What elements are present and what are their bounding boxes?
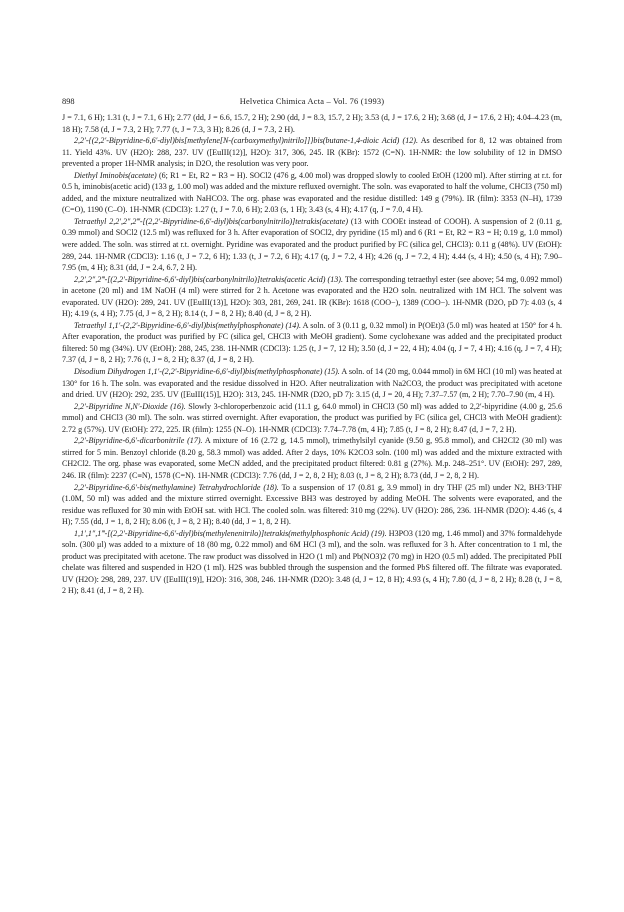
paragraph-text: A mixture of 16 (2.72 g, 14.5 mmol), trimethylsilyl cyanide (9.50 g, 95.8 mmol), and CH2Cl2 (30 ml) was stirred for 5 min. Benzoyl chloride (8.20 g, 58.3 mmol) was added. After 2 days, 10% K2CO3 soln. (100 ml) was added and the mixture extracted with CH2Cl2. The org. phase was evaporated, some MeCN added, and the precipitated product filtered: 0.81 g (27%). M.p. 248–251°. UV (EtOH): 297, 289, 246. IR (film): 2237 (C≡N), 1578 (C=N). 1H-NMR (CDCl3): 7.76 (dd, J = 2, 8, 2 H); 8.03 (t, J = 8, 2 H); 8.73 (dd, J = 2, 8, 2 H). — [62, 436, 562, 480]
paragraph — [62, 170, 562, 216]
journal-title: Helvetica Chimica Acta – Vol. 76 (1993) — [239, 97, 385, 106]
paragraph-text: As described for 8, 12 was obtained from 11. Yield 43%. UV (H2O): 288, 237. UV ([EuIII(12)], H2O): 317, 306, 245. IR (KBr): 1572 (C=N). 1H-NMR: the low solubility of 12 in DMSO prevented a proper 1H-NMR analysis; in D2O, the resolution was very poor. — [62, 136, 562, 169]
paragraph — [62, 528, 562, 597]
paragraph — [62, 112, 562, 135]
compound-title: 2,2′-Bipyridine-6,6′-bis(methylamine) Tetrahydrochloride (18). — [74, 482, 279, 492]
page — [62, 96, 562, 597]
compound-title: Diethyl Iminobis(acetate) — [74, 170, 157, 180]
paragraph-text: Slowly 3-chloroperbenzoic acid (11.1 g, 64.0 mmol) in CHCl3 (50 ml) was added to 2,2′-bipyridine (4.00 g, 25.6 mmol) and CHCl3 (30 ml). The soln. was stirred overnight. After evaporation, the product was purified by FC (silica gel, CHCl3 with MeOH gradient): 2.72 g (57%). UV (EtOH): 272, 225. IR (film): 1255 (N–O). 1H-NMR (CDCl3): 7.74–7.78 (m, 4 H); 7.85 (t, J = 8, 2 H); 8.47 (d, J = 7, 2 H). — [62, 401, 562, 434]
compound-title: 2,2′-Bipyridine N,N′-Dioxide (16). — [74, 401, 186, 411]
paragraph-text: H3PO3 (120 mg, 1.46 mmol) and 37% formaldehyde soln. (300 μl) was added to a mixture of 18 (80 mg, 0.22 mmol) and 6M HCl (3 ml), and the soln. was refluxed for 3 h. After concentration to 1 ml, the product was precipitated with acetone. The raw product was dissolved in H2O (1 ml) and Pb(NO3)2 (70 mg) in H2O (0.5 ml) added. The precipitated PbII chelate was filtered and suspended in H2O (1 ml). H2S was bubbled through the suspension and the formed PbS filtered off. The filtrate was evaporated. UV (H2O): 298, 289, 237. UV ([EuIII(19)], H2O): 316, 308, 246. 1H-NMR (D2O): 3.48 (d, J = 12, 8 H); 4.93 (s, 4 H); 7.80 (d, J = 8, 2 H); 8.28 (t, J = 8, 2 H); 8.41 (d, J = 8, 2 H). — [62, 528, 562, 596]
paragraph — [62, 135, 562, 170]
compound-title: 1,1′,1″,1‴-[(2,2′-Bipyridine-6,6′-diyl)bis(methylenenitrilo)]tetrakis(methylphosphonic Acid) (19). — [74, 528, 387, 538]
paragraph-text: J = 7.1, 6 H); 1.31 (t, J = 7.1, 6 H); 2.77 (dd, J = 6.6, 15.7, 2 H); 2.90 (dd, J = 8.3, 15.7, 2 H); 3.53 (d, J = 17.6, 2 H); 3.68 (d, J = 17.6, 2 H); 4.04–4.23 (m, 18 H); 7.58 (d, J = 7.3, 2 H); 7.77 (t, J = 7.3, 3 H); 8.26 (d, J = 7.3, 2 H). — [62, 113, 562, 134]
paragraph-text: (13 with COOEt instead of COOH). A suspension of 2 (0.11 g, 0.39 mmol) and SOCl2 (12.5 ml) was refluxed for 3 h. After evaporation of SOCl2, dry pyridine (15 ml) and 6 (R1 = Et, R2 = R3 = H; 0.19 g, 1.0 mmol) were added. The soln. was stirred at r.t. overnight. Pyridine was evaporated and the product purified by FC (silica gel, CHCl3): 0.11 g (48%). UV (EtOH): 289, 244. 1H-NMR (CDCl3): 1.16 (t, J = 7.2, 6 H); 1.33 (t, J = 7.2, 6 H); 4.17 (q, J = 7.2, 4 H); 4.26 (q, J = 7.2, 4 H); 4.44 (s, 4 H); 4.50 (s, 4 H); 7.90–7.95 (m, 4 H); 8.31 (dd, J = 2.4, 6.7, 2 H). — [62, 216, 563, 273]
paragraph — [62, 401, 562, 436]
paragraph — [62, 216, 562, 274]
page-number: 898 — [62, 97, 75, 106]
compound-title: Tetraethyl 1,1′-(2,2′-Bipyridine-6,6′-diyl)bis(methylphosphonate) (14). — [74, 320, 301, 330]
paragraph-text: (6; R1 = Et, R2 = R3 = H). SOCl2 (476 g, 4.00 mol) was dropped slowly to cooled EtOH (1200 ml). After stirring at r.t. for 0.5 h, iminobis(acetic acid) (133 g, 1.00 mol) was added and the mixture refluxed overnight. The soln. was evaporated to half the volume, CHCl3 (750 ml) added, and the mixture neutralized with NaHCO3. The org. phase was evaporated and the residue distilled: 149 g (79%). IR (film): 3353 (N–H), 1739 (C=O), 1190 (C–O). 1H-NMR (CDCl3): 1.27 (t, J = 7.0, 6 H); 2.03 (s, 1 H); 3.43 (s, 4 H); 4.17 (q, J = 7.0, 4 H). — [62, 170, 563, 215]
paragraph — [62, 274, 562, 320]
running-header — [62, 96, 562, 108]
paragraph-text: To a suspension of 17 (0.81 g, 3.9 mmol) in dry THF (25 ml) under N2, BH3·THF (1.0M, 50 ml) was added and the mixture stirred overnight. Excessive BH3 was destroyed by adding MeOH. The solvents were evaporated, and the residue was refluxed for 30 min with EtOH sat. with HCl. The cooled soln. was filtered: 310 mg (22%). UV (H2O): 286, 236. 1H-NMR (D2O): 4.46 (s, 4 H); 7.55 (dd, J = 1, 8, 2 H); 8.06 (t, J = 8, 2 H); 8.40 (dd, J = 1, 8, 2 H). — [62, 482, 562, 527]
paragraph — [62, 366, 562, 401]
compound-title: 2,2′-{(2,2′-Bipyridine-6,6′-diyl)bis[methylene[N-(carboxymethyl)nitrilo]]}bis(butane-1,4-dioic Acid) (12). — [74, 136, 418, 146]
paragraph-text: The corresponding tetraethyl ester (see above; 54 mg, 0.092 mmol) in acetone (20 ml) and 1M NaOH (4 ml) were stirred for 2 h. Acetone was evaporated and the H2O soln. neutralized with 1M HCl. The solvent was evaporated. UV (H2O): 289, 241. UV ([EuIII(13)], H2O): 303, 281, 269, 241. IR (KBr): 1618 (COO−), 1389 (COO−). 1H-NMR (D2O, pD 7): 4.03 (s, 4 H); 4.19 (s, 4 H); 7.75 (d, J = 8, 2 H); 8.14 (t, J = 8, 2 H); 8.40 (d, J = 8, 2 H). — [62, 274, 563, 319]
compound-title: Tetraethyl 2,2′,2″,2‴-[(2,2′-Bipyridine-6,6′-diyl)bis(carbonylnitrilo)]tetrakis(acetate) — [74, 216, 349, 226]
paragraph — [62, 482, 562, 528]
compound-title: Disodium Dihydrogen 1,1′-(2,2′-Bipyridine-6,6′-diyl)bis(methylphosphonate) (15). — [74, 367, 340, 377]
article-body — [62, 112, 562, 597]
paragraph — [62, 320, 562, 366]
paragraph-text: A soln. of 3 (0.11 g, 0.32 mmol) in P(OEt)3 (5.0 ml) was heated at 150° for 4 h. After evaporation, the product was purified by FC (silica gel, CHCl3 with MeOH gradient). Some cyclohexane was added and the precipitated product filtered: 50 mg (34%). UV (EtOH): 288, 245, 238. 1H-NMR (CDCl3): 1.25 (t, J = 7, 12 H); 3.50 (d, J = 22, 4 H); 4.04 (q, J = 7, 4 H); 4.16 (q, J = 7, 4 H); 7.37 (d, J = 8, 2 H); 7.76 (t, J = 8, 2 H); 8.37 (d, J = 8, 2 H). — [62, 320, 562, 365]
paragraph — [62, 435, 562, 481]
compound-title: 2,2′-Bipyridine-6,6′-dicarbonitrile (17). — [74, 436, 203, 446]
paragraph-text: A soln. of 14 (20 mg, 0.044 mmol) in 6M HCl (10 ml) was heated at 130° for 16 h. The soln. was evaporated and the residue dissolved in H2O. After neutralization with Na2CO3, the product was precipitated with acetone and dried. UV (H2O): 292, 235. UV ([EuIII(15)], H2O): 313, 245. 1H-NMR (D2O, pD 7): 3.15 (d, J = 20, 4 H); 7.37–7.57 (m, 2 H); 7.70–7.90 (m, 4 H). — [62, 367, 562, 400]
compound-title: 2,2′,2″,2‴-[(2,2′-Bipyridine-6,6′-diyl)bis(carbonylnitrilo)]tetrakis(acetic Acid) (13). — [74, 274, 343, 284]
